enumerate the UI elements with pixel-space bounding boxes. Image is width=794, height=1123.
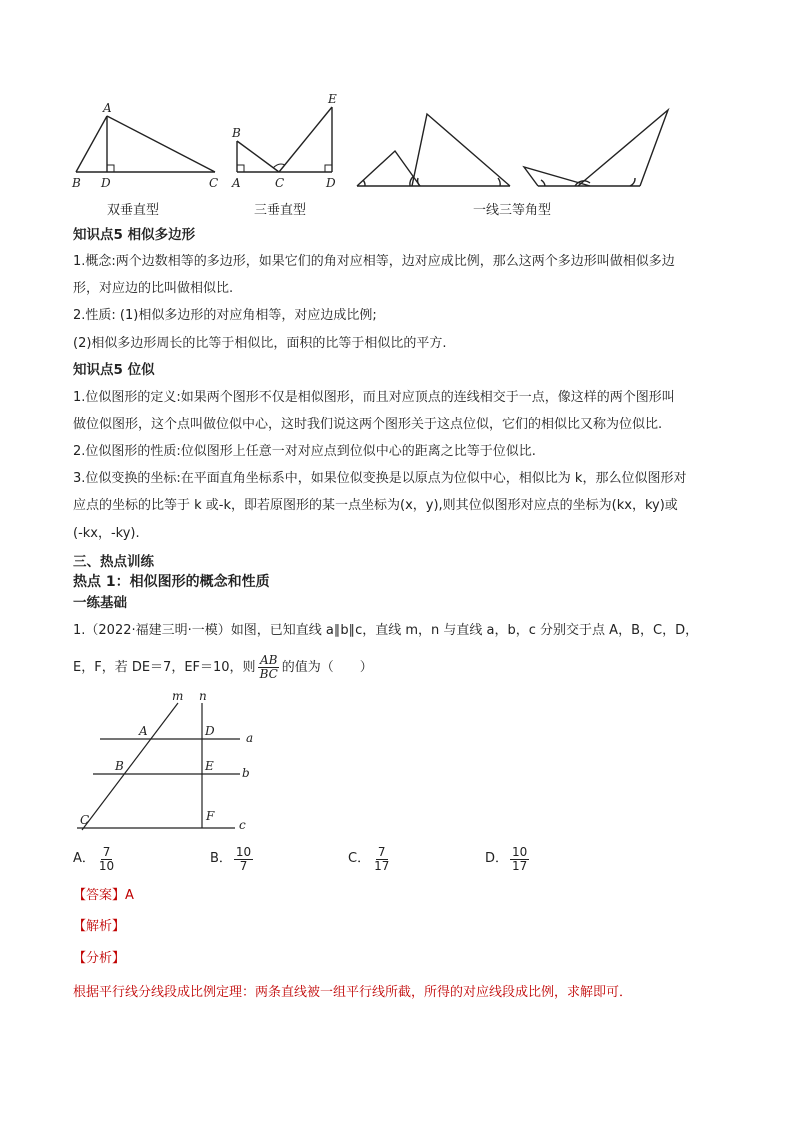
paragraph: (-kx，-ky). — [73, 526, 140, 541]
paragraph: 1.概念:两个边数相等的多边形，如果它们的角对应相等，边对应成比例，那么这两个多边形叫做相似多边 — [73, 254, 675, 269]
fenxi-label: 【分析】 — [73, 951, 126, 966]
caption-three-equal-angles: 一线三等角型 — [473, 203, 552, 218]
section-title-homothety: 知识点5 位似 — [73, 362, 155, 378]
caption-triple-perpendicular: 三垂直型 — [254, 203, 307, 218]
paragraph: 2.性质: (1)相似多边形的对应角相等，对应边成比例; — [73, 308, 377, 323]
option-b-num: 10 — [235, 844, 252, 859]
practice-title: 一练基础 — [73, 595, 127, 611]
fig2-label-E: E — [328, 92, 337, 106]
fig-label-D: D — [205, 724, 215, 738]
fig1-label-C: C — [209, 176, 219, 190]
answer-label: 【答案】A — [73, 888, 134, 903]
option-a-fraction — [97, 846, 116, 873]
question-line2-start: E，F，若 DE＝7，EF＝10，则 — [73, 659, 256, 675]
fig-label-B: B — [115, 759, 124, 773]
fig-label-c: c — [239, 818, 246, 832]
explanation-text: 根据平行线分线段成比例定理：两条直线被一组平行线所截，所得的对应线段成比例，求解即可． — [73, 985, 633, 1000]
analysis-label: 【解析】 — [73, 919, 126, 934]
option-b[interactable] — [210, 844, 255, 874]
option-a-num: 7 — [102, 844, 111, 859]
fig-label-F: F — [206, 809, 215, 823]
hot-point-title: 热点 1：相似图形的概念和性质 — [73, 574, 270, 590]
fraction-ab-over-bc — [258, 654, 280, 681]
question-text-line2 — [73, 654, 373, 681]
figure-three-equal-angles-left — [357, 114, 510, 186]
fig-label-C: C — [80, 813, 90, 827]
option-c-fraction — [372, 846, 391, 873]
question-text-line1: 1.（2022·福建三明·一模）如图，已知直线 a∥b∥c，直线 m，n 与直线 a，b，c 分别交于点 A，B，C，D， — [73, 623, 699, 638]
option-d-num: 10 — [512, 844, 528, 859]
fraction-denominator: BC — [259, 667, 278, 681]
section-title-hot-training: 三、热点训练 — [73, 554, 154, 570]
option-c-num: 7 — [377, 844, 386, 859]
option-d-fraction — [510, 846, 529, 873]
option-d-letter: D． — [485, 851, 509, 866]
paragraph: 做位似图形，这个点叫做位似中心，这时我们说这两个图形关于这点位似，它们的相似比又称为位似比. — [73, 417, 663, 432]
fraction-numerator: AB — [259, 653, 278, 667]
option-a[interactable] — [73, 844, 118, 874]
fig-label-n: n — [199, 689, 207, 703]
fig1-label-D: D — [101, 176, 111, 190]
paragraph: 2.位似图形的性质:位似图形上任意一对对应点到位似中心的距离之比等于位似比. — [73, 444, 536, 459]
figure-triple-perpendicular — [237, 107, 332, 172]
option-a-letter: A． — [73, 851, 95, 866]
option-c-den: 17 — [374, 858, 390, 873]
paragraph: (2)相似多边形周长的比等于相似比，面积的比等于相似比的平方. — [73, 336, 447, 351]
fig-label-m: m — [172, 689, 184, 703]
fig-label-a: a — [246, 731, 254, 745]
fig1-label-A: A — [103, 101, 112, 115]
option-c-letter: C． — [348, 851, 371, 866]
figure-three-equal-angles-right — [524, 110, 668, 186]
caption-double-perpendicular: 双垂直型 — [107, 203, 160, 218]
question-line2-end: 的值为（ ） — [281, 659, 373, 675]
option-c[interactable] — [348, 844, 393, 874]
option-b-fraction — [234, 846, 253, 873]
fig2-label-D: D — [326, 176, 336, 190]
paragraph: 应点的坐标的比等于 k 或-k，即若原图形的某一点坐标为(x，y),则其位似图形对应点的坐标为(kx，ky)或 — [73, 498, 678, 513]
fig2-label-A: A — [232, 176, 241, 190]
parallel-lines-figure — [70, 688, 270, 838]
paragraph: 形，对应边的比叫做相似比. — [73, 281, 234, 296]
option-d[interactable] — [485, 844, 531, 874]
fig-label-b: b — [242, 766, 250, 780]
section-title-similar-polygons: 知识点5 相似多边形 — [73, 227, 196, 243]
option-b-den: 7 — [239, 858, 248, 873]
figure-double-perpendicular — [76, 116, 215, 172]
fig-label-E: E — [205, 759, 214, 773]
option-d-den: 17 — [512, 858, 528, 873]
paragraph: 3.位似变换的坐标:在平面直角坐标系中，如果位似变换是以原点为位似中心，相似比为 k，那么位似图形对 — [73, 471, 687, 486]
fig2-label-B: B — [232, 126, 241, 140]
option-b-letter: B． — [210, 851, 232, 866]
paragraph: 1.位似图形的定义:如果两个图形不仅是相似图形，而且对应顶点的连线相交于一点，像这样的两个图形叫 — [73, 390, 675, 405]
fig2-label-C: C — [275, 176, 285, 190]
fig-label-A: A — [139, 724, 148, 738]
option-a-den: 10 — [98, 858, 115, 873]
fig1-label-B: B — [72, 176, 81, 190]
